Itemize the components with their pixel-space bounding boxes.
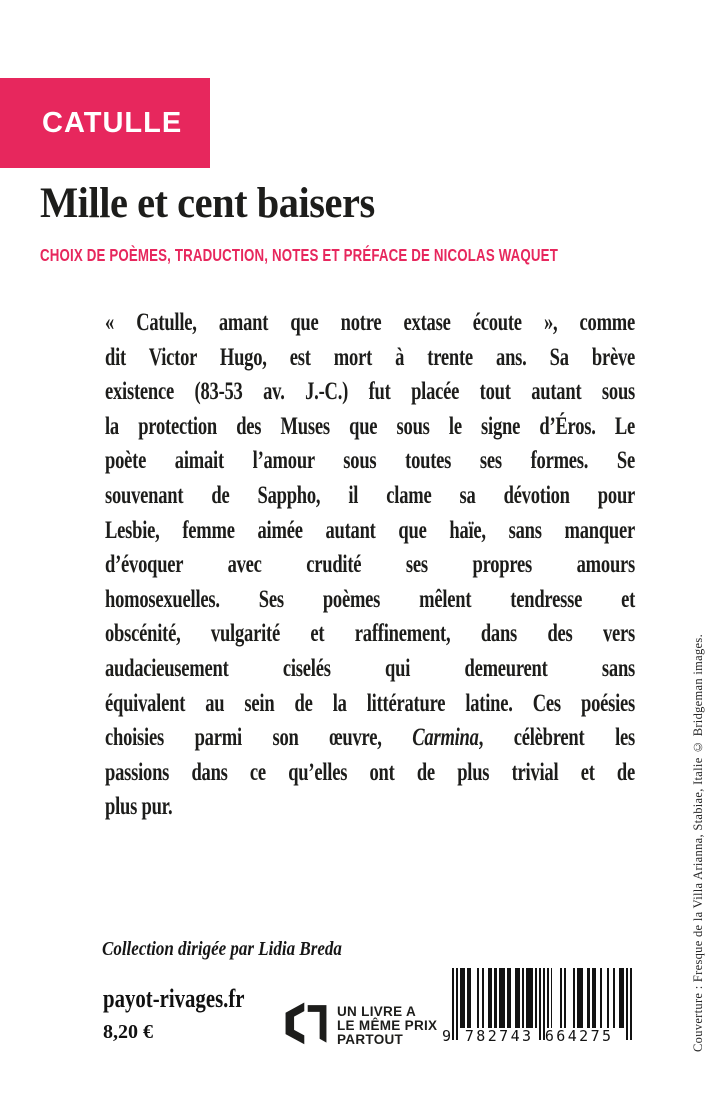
collection-note: Collection dirigée par Lidia Breda bbox=[102, 938, 342, 960]
author-name: CATULLE bbox=[42, 106, 183, 139]
blurb-line: « Catulle, amant que notre extase écoute », comme bbox=[105, 309, 636, 336]
price-label: 8,20 € bbox=[103, 1021, 153, 1043]
author-banner bbox=[0, 78, 210, 168]
blurb-line: audacieusement ciselés qui demeurent sans bbox=[105, 654, 636, 682]
blurb-line: existence (83-53 av. J.-C.) fut placée tout autant sous bbox=[105, 378, 636, 406]
blurb-line: Lesbie, femme aimée autant que haïe, sans manquer bbox=[105, 516, 636, 544]
book-subtitle: CHOIX DE POÈMES, TRADUCTION, NOTES ET PRÉFACE DE NICOLAS WAQUET bbox=[40, 245, 558, 265]
fixed-price-logo-text: UN LIVRE A LE MÊME PRIX PARTOUT bbox=[337, 1003, 438, 1047]
book-title: Mille et cent baisers bbox=[40, 180, 375, 227]
isbn-barcode bbox=[442, 968, 632, 1048]
blurb-line: passions dans ce qu’elles ont de plus trivial et de bbox=[105, 758, 636, 786]
photo-credit: Couverture : Fresque de la Villa Arianna, Stabiae, Italie © Bridgeman images. bbox=[691, 634, 705, 1052]
isbn-number: 9 782743 664275 bbox=[442, 1027, 614, 1045]
fixed-book-price-logo bbox=[283, 998, 437, 1053]
blurb-line: la protection des Muses que sous le signe d’Éros. Le bbox=[105, 412, 636, 440]
blurb-line: choisies parmi son œuvre, Carmina, célèbrent les bbox=[105, 724, 636, 752]
blurb-line: plus pur. bbox=[105, 793, 173, 821]
back-cover-blurb bbox=[105, 306, 635, 825]
open-book-icon bbox=[283, 998, 329, 1053]
publisher-website: payot-rivages.fr bbox=[103, 984, 245, 1013]
blurb-line: équivalent au sein de la littérature latine. Ces poésies bbox=[105, 689, 636, 717]
blurb-line: d’évoquer avec crudité ses propres amours bbox=[105, 551, 636, 579]
blurb-line: souvenant de Sappho, il clame sa dévotion pour bbox=[105, 481, 636, 509]
blurb-line: poète aimait l’amour sous toutes ses formes. Se bbox=[105, 447, 636, 475]
blurb-line: homosexuelles. Ses poèmes mêlent tendresse et bbox=[105, 585, 636, 613]
blurb-line: obscénité, vulgarité et raffinement, dans des vers bbox=[105, 620, 636, 648]
blurb-line: dit Victor Hugo, est mort à trente ans. Sa brève bbox=[105, 343, 636, 371]
